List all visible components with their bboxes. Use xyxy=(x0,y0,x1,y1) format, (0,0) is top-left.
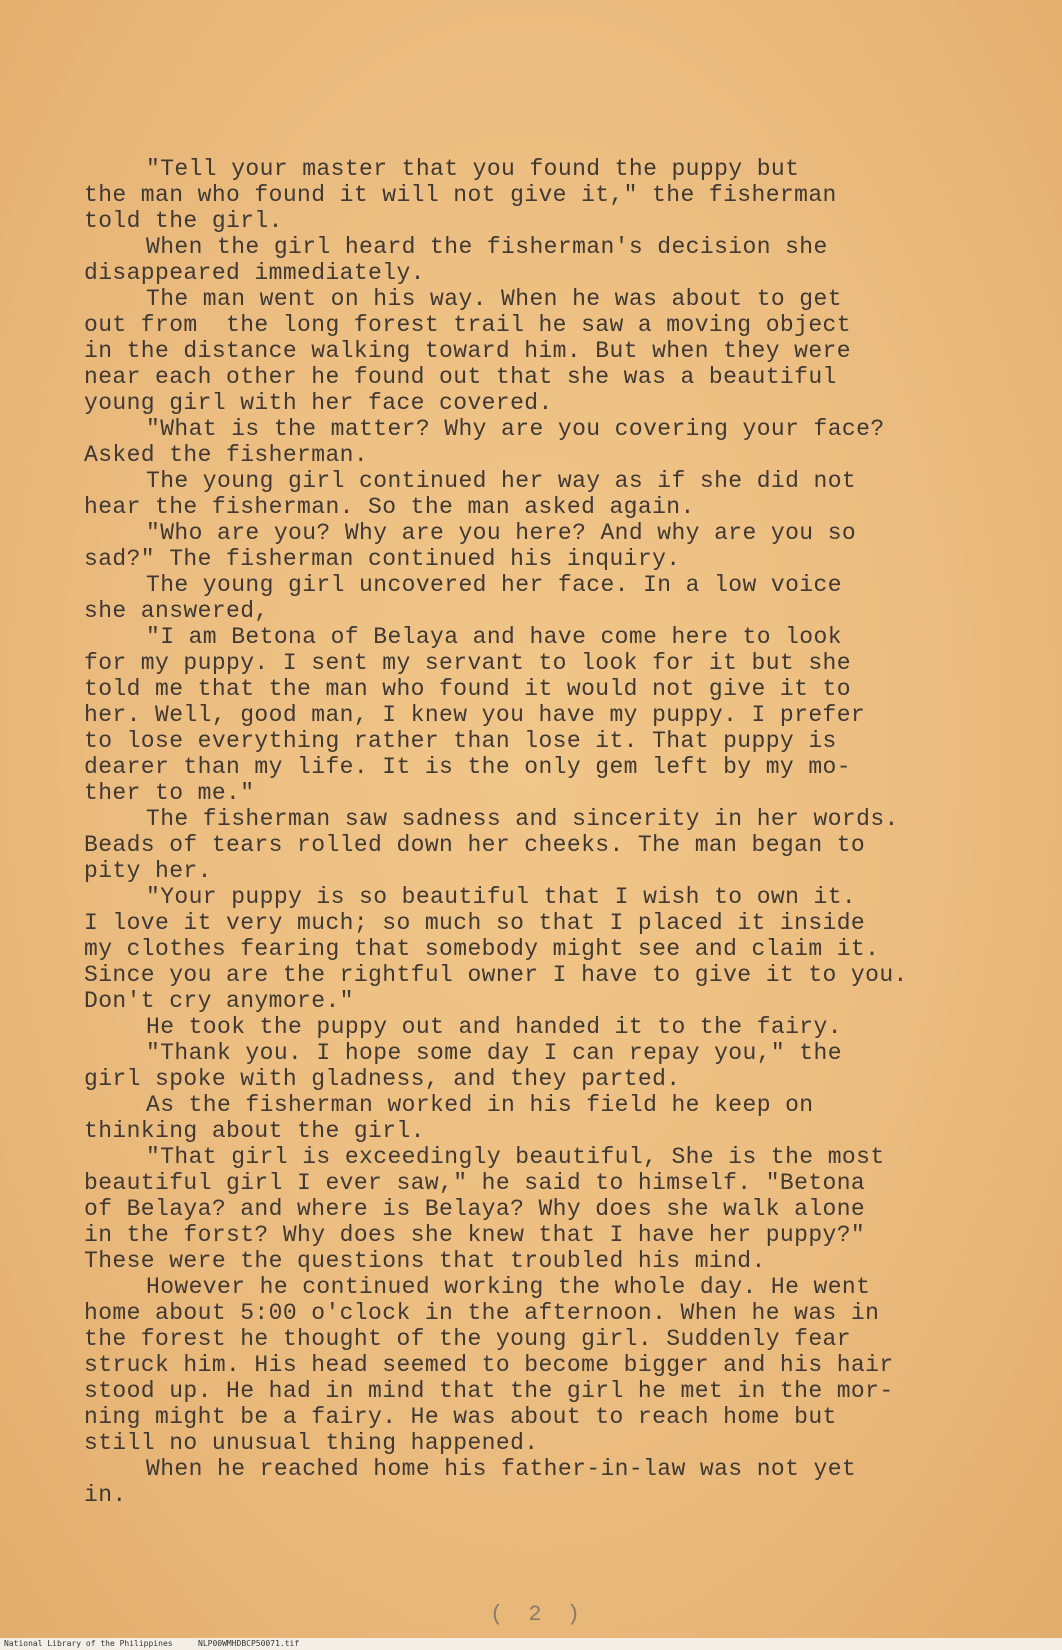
text-line: The young girl uncovered her face. In a low voice xyxy=(146,572,842,598)
text-line: home about 5:00 o'clock in the afternoon. When he was in xyxy=(84,1300,880,1326)
text-line: thinking about the girl. xyxy=(84,1118,425,1144)
text-line: He took the puppy out and handed it to the fairy. xyxy=(146,1014,842,1040)
text-line: Since you are the rightful owner I have to give it to you. xyxy=(84,962,908,988)
text-line: of Belaya? and where is Belaya? Why does she walk alone xyxy=(84,1196,866,1222)
footer-file-name: NLP00WMHDBCP50071.tif xyxy=(198,1639,300,1648)
text-line: The fisherman saw sadness and sincerity in her words. xyxy=(146,806,899,832)
text-line: "Your puppy is so beautiful that I wish to own it. xyxy=(146,884,857,910)
text-line: The young girl continued her way as if she did not xyxy=(146,468,857,494)
text-line: hear the fisherman. So the man asked again. xyxy=(84,494,695,520)
text-line: to lose everything rather than lose it. That puppy is xyxy=(84,728,837,754)
text-line: "Thank you. I hope some day I can repay you," the xyxy=(146,1040,842,1066)
text-line: stood up. He had in mind that the girl he met in the mor- xyxy=(84,1378,894,1404)
page-number: ( 2 ) xyxy=(490,1602,587,1627)
text-line: "That girl is exceedingly beautiful, She is the most xyxy=(146,1144,885,1170)
text-line: in the forst? Why does she knew that I have her puppy?" xyxy=(84,1222,866,1248)
scan-footer xyxy=(0,1638,1062,1650)
text-line: disappeared immediately. xyxy=(84,260,425,286)
text-line: in the distance walking toward him. But when they were xyxy=(84,338,851,364)
footer-library-name: National Library of the Philippines xyxy=(4,1639,173,1648)
text-line: These were the questions that troubled his mind. xyxy=(84,1248,766,1274)
text-line: girl spoke with gladness, and they parted. xyxy=(84,1066,681,1092)
text-line: When he reached home his father-in-law was not yet xyxy=(146,1456,857,1482)
text-line: still no unusual thing happened. xyxy=(84,1430,539,1456)
text-line: As the fisherman worked in his field he keep on xyxy=(146,1092,814,1118)
typed-story-text xyxy=(84,156,1004,1508)
text-line: sad?" The fisherman continued his inquiry. xyxy=(84,546,681,572)
text-line: Asked the fisherman. xyxy=(84,442,369,468)
text-line: my clothes fearing that somebody might see and claim it. xyxy=(84,936,880,962)
text-line: near each other he found out that she was a beautiful xyxy=(84,364,837,390)
text-line: pity her. xyxy=(84,858,212,884)
text-line: "I am Betona of Belaya and have come here to look xyxy=(146,624,842,650)
text-line: Don't cry anymore." xyxy=(84,988,354,1014)
text-line: told the girl. xyxy=(84,208,283,234)
text-line: the man who found it will not give it," the fisherman xyxy=(84,182,837,208)
text-line: her. Well, good man, I knew you have my puppy. I prefer xyxy=(84,702,866,728)
text-line: in. xyxy=(84,1482,127,1508)
text-line: struck him. His head seemed to become bigger and his hair xyxy=(84,1352,894,1378)
text-line: for my puppy. I sent my servant to look for it but she xyxy=(84,650,851,676)
text-line: "What is the matter? Why are you covering your face? xyxy=(146,416,885,442)
text-line: ther to me." xyxy=(84,780,255,806)
text-line: the forest he thought of the young girl. Suddenly fear xyxy=(84,1326,851,1352)
text-line: she answered, xyxy=(84,598,269,624)
text-line: However he continued working the whole day. He went xyxy=(146,1274,871,1300)
text-line: I love it very much; so much so that I placed it inside xyxy=(84,910,866,936)
text-line: Beads of tears rolled down her cheeks. The man began to xyxy=(84,832,866,858)
text-line: young girl with her face covered. xyxy=(84,390,553,416)
text-line: beautiful girl I ever saw," he said to himself. "Betona xyxy=(84,1170,866,1196)
text-line: "Who are you? Why are you here? And why are you so xyxy=(146,520,857,546)
text-line: ning might be a fairy. He was about to reach home but xyxy=(84,1404,837,1430)
text-line: "Tell your master that you found the puppy but xyxy=(146,156,800,182)
text-line: The man went on his way. When he was about to get xyxy=(146,286,842,312)
text-line: told me that the man who found it would not give it to xyxy=(84,676,851,702)
text-line: dearer than my life. It is the only gem left by my mo- xyxy=(84,754,851,780)
text-line: out from the long forest trail he saw a moving object xyxy=(84,312,851,338)
text-line: When the girl heard the fisherman's decision she xyxy=(146,234,828,260)
